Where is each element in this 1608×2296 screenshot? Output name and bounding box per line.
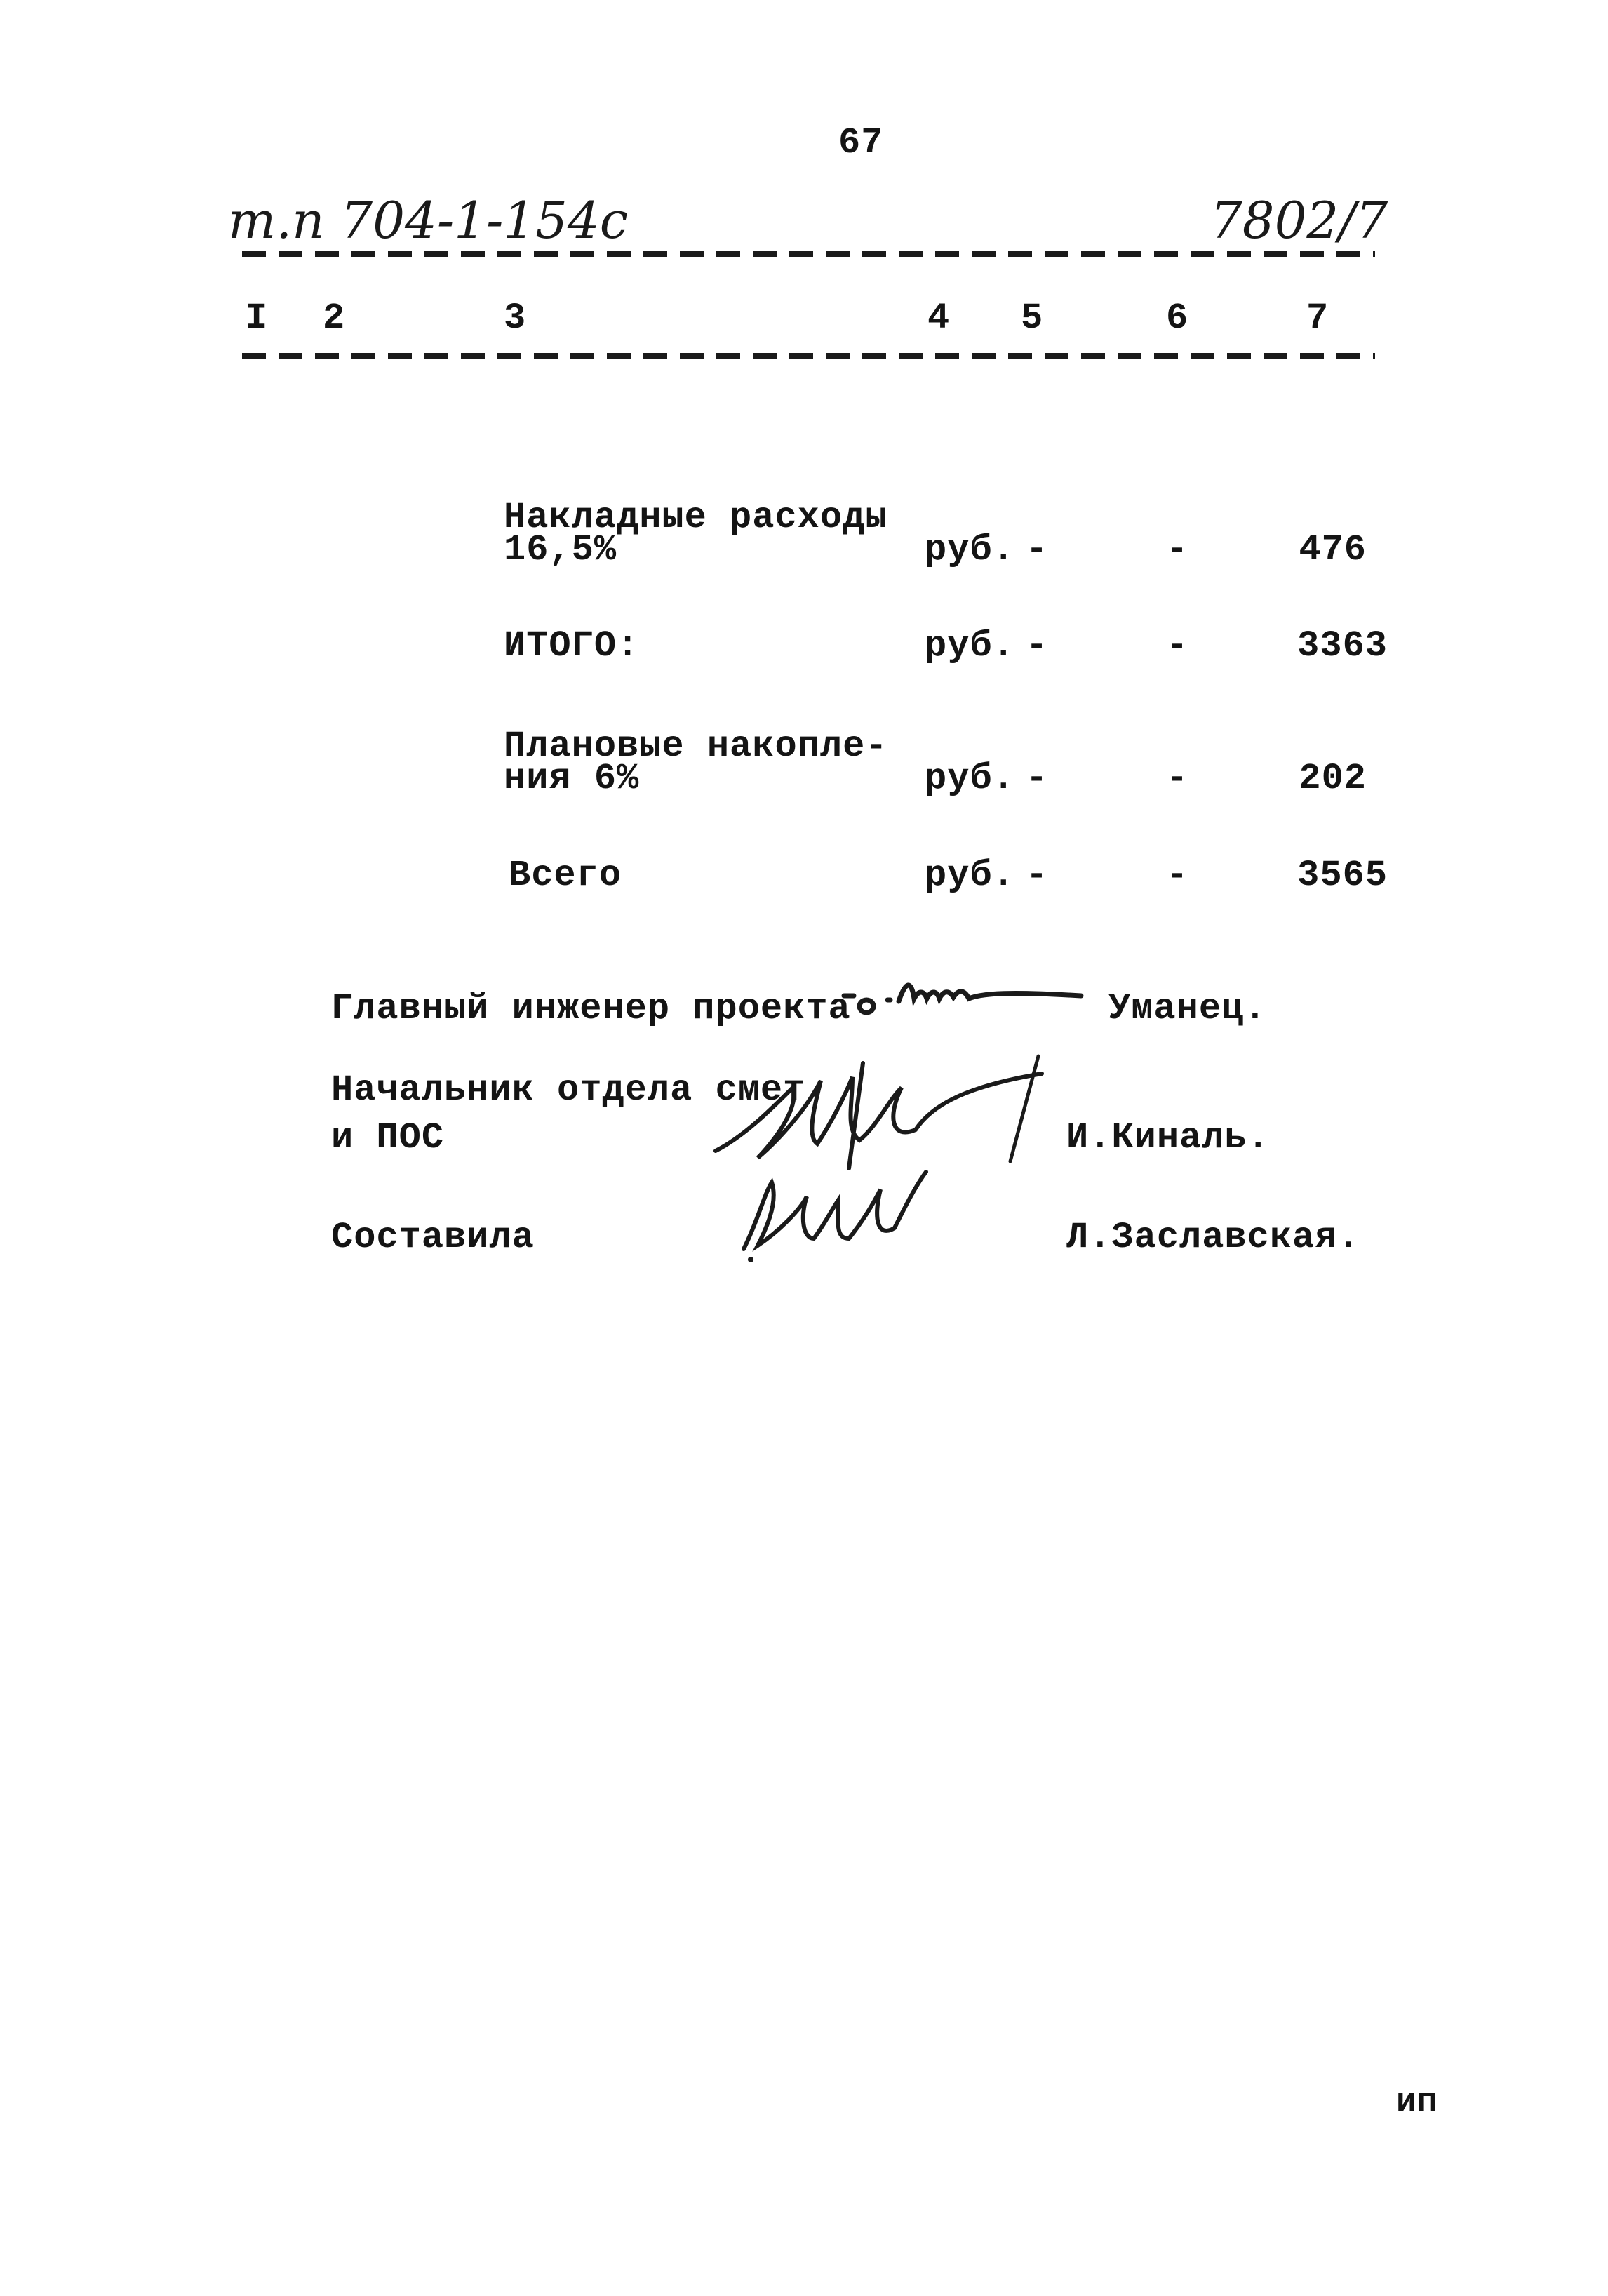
column-number-6: 6: [1166, 298, 1189, 339]
signature-department-head: [702, 1035, 1094, 1182]
row-col5: -: [1026, 855, 1049, 896]
row-unit: руб.: [925, 758, 1015, 799]
row-col5: -: [1026, 758, 1049, 799]
document-code: т.п 704-1-154с: [228, 191, 629, 250]
header-divider: [242, 251, 1375, 257]
row-col6: -: [1166, 529, 1189, 570]
row-col6: -: [1166, 855, 1189, 896]
row-col5: -: [1026, 625, 1049, 667]
column-header-divider: [242, 353, 1375, 359]
row-col5: -: [1026, 529, 1049, 570]
row-col7: 202: [1299, 758, 1367, 799]
row-col7: 3363: [1297, 625, 1388, 667]
signatory-title: Начальник отдела смет: [331, 1069, 806, 1111]
row-unit: руб.: [925, 855, 1015, 896]
row-label: Плановые накопле-: [504, 726, 888, 767]
row-col7: 3565: [1297, 855, 1388, 896]
column-number-4: 4: [927, 298, 951, 339]
signature-chief-engineer: [838, 972, 1119, 1028]
signatory-title: Главный инженер проекта: [331, 988, 851, 1029]
archive-number: 7802/7: [1210, 191, 1388, 250]
row-col6: -: [1166, 758, 1189, 799]
column-number-3: 3: [504, 298, 527, 339]
signatory-title: Составила: [331, 1217, 535, 1258]
footer-mark: ип: [1396, 2083, 1438, 2121]
row-label: Накладные расходы: [504, 497, 888, 538]
row-col6: -: [1166, 625, 1189, 667]
row-label: Всего: [509, 855, 622, 896]
column-number-2: 2: [323, 298, 346, 339]
signatory-name: Уманец.: [1108, 988, 1267, 1029]
signatory-name: Л.Заславская.: [1066, 1217, 1360, 1258]
column-number-7: 7: [1306, 298, 1329, 339]
row-label-continued: 16,5%: [504, 529, 617, 570]
signatory-name: И.Киналь.: [1066, 1117, 1270, 1159]
row-col7: 476: [1299, 529, 1367, 570]
signatory-title-continued: и ПОС: [331, 1117, 445, 1159]
row-label-continued: ния 6%: [504, 758, 640, 799]
page-number: 67: [838, 122, 884, 163]
column-number-1: I: [246, 298, 269, 339]
row-unit: руб.: [925, 529, 1015, 570]
row-label: ИТОГО:: [504, 625, 640, 667]
signature-compiler: [730, 1165, 940, 1270]
row-unit: руб.: [925, 625, 1015, 667]
column-number-5: 5: [1021, 298, 1044, 339]
